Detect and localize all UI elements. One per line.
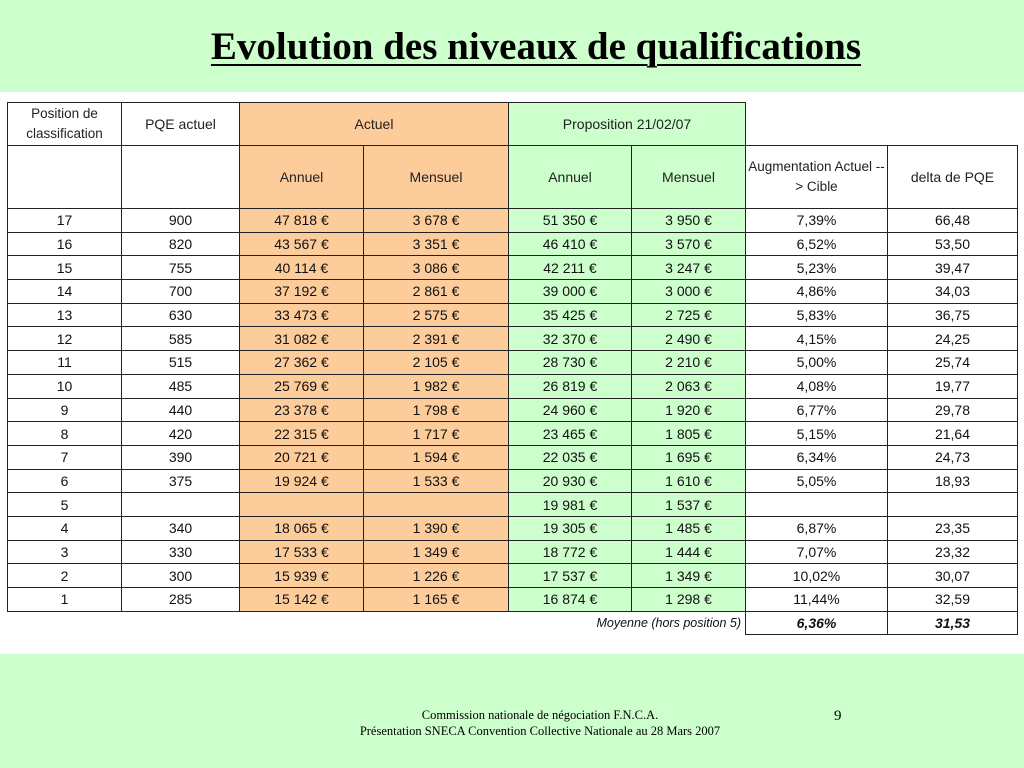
- cell-actuel-mensuel: 1 165 €: [364, 588, 509, 612]
- cell-position: 16: [8, 232, 122, 256]
- average-label: Moyenne (hors position 5): [596, 616, 741, 631]
- cell-delta: [888, 493, 1018, 517]
- cell-prop-annuel: 19 305 €: [509, 516, 632, 540]
- header-prop-annuel: Annuel: [509, 146, 632, 209]
- cell-augmentation: 4,08%: [746, 374, 888, 398]
- cell-prop-mensuel: 1 444 €: [632, 540, 746, 564]
- cell-position: 14: [8, 280, 122, 304]
- cell-prop-annuel: 39 000 €: [509, 280, 632, 304]
- table-area: [0, 92, 1024, 654]
- cell-actuel-annuel: 47 818 €: [240, 209, 364, 233]
- cell-prop-annuel: 51 350 €: [509, 209, 632, 233]
- cell-prop-mensuel: 2 210 €: [632, 351, 746, 375]
- cell-actuel-annuel: 17 533 €: [240, 540, 364, 564]
- cell-pqe: 630: [122, 303, 240, 327]
- cell-prop-mensuel: 2 725 €: [632, 303, 746, 327]
- cell-actuel-annuel: 19 924 €: [240, 469, 364, 493]
- cell-pqe: 390: [122, 445, 240, 469]
- cell-delta: 36,75: [888, 303, 1018, 327]
- cell-position: 17: [8, 209, 122, 233]
- cell-prop-annuel: 28 730 €: [509, 351, 632, 375]
- table-row: [8, 351, 1018, 375]
- cell-actuel-mensuel: 1 982 €: [364, 374, 509, 398]
- cell-actuel-annuel: 37 192 €: [240, 280, 364, 304]
- cell-actuel-annuel: 22 315 €: [240, 422, 364, 446]
- cell-pqe: 300: [122, 564, 240, 588]
- cell-prop-mensuel: 3 247 €: [632, 256, 746, 280]
- cell-actuel-annuel: 27 362 €: [240, 351, 364, 375]
- cell-prop-mensuel: 1 298 €: [632, 588, 746, 612]
- cell-prop-mensuel: 1 610 €: [632, 469, 746, 493]
- cell-prop-mensuel: 1 920 €: [632, 398, 746, 422]
- cell-augmentation: 5,83%: [746, 303, 888, 327]
- table-row: [8, 327, 1018, 351]
- cell-actuel-mensuel: 2 575 €: [364, 303, 509, 327]
- cell-augmentation: 6,77%: [746, 398, 888, 422]
- cell-augmentation: 11,44%: [746, 588, 888, 612]
- cell-prop-annuel: 23 465 €: [509, 422, 632, 446]
- cell-position: 8: [8, 422, 122, 446]
- cell-actuel-annuel: 25 769 €: [240, 374, 364, 398]
- cell-pqe: 340: [122, 516, 240, 540]
- table-row: [8, 209, 1018, 233]
- cell-position: 15: [8, 256, 122, 280]
- cell-actuel-annuel: 15 939 €: [240, 564, 364, 588]
- cell-delta: 53,50: [888, 232, 1018, 256]
- header-proposition: Proposition 21/02/07: [509, 103, 746, 146]
- cell-prop-annuel: 16 874 €: [509, 588, 632, 612]
- cell-actuel-mensuel: 1 226 €: [364, 564, 509, 588]
- cell-prop-mensuel: 3 950 €: [632, 209, 746, 233]
- table-row: [8, 398, 1018, 422]
- cell-prop-mensuel: 1 695 €: [632, 445, 746, 469]
- cell-actuel-mensuel: 2 391 €: [364, 327, 509, 351]
- cell-pqe: 900: [122, 209, 240, 233]
- cell-pqe: 700: [122, 280, 240, 304]
- cell-prop-annuel: 19 981 €: [509, 493, 632, 517]
- cell-pqe: 755: [122, 256, 240, 280]
- cell-pqe: 330: [122, 540, 240, 564]
- table-row: [8, 280, 1018, 304]
- cell-prop-mensuel: 3 000 €: [632, 280, 746, 304]
- cell-actuel-annuel: 23 378 €: [240, 398, 364, 422]
- cell-actuel-annuel: 33 473 €: [240, 303, 364, 327]
- cell-position: 6: [8, 469, 122, 493]
- cell-augmentation: 7,39%: [746, 209, 888, 233]
- cell-pqe: [122, 493, 240, 517]
- cell-augmentation: 5,00%: [746, 351, 888, 375]
- cell-position: 5: [8, 493, 122, 517]
- table-row: [8, 256, 1018, 280]
- header-actuel: Actuel: [240, 103, 509, 146]
- cell-prop-annuel: 22 035 €: [509, 445, 632, 469]
- cell-pqe: 515: [122, 351, 240, 375]
- cell-actuel-mensuel: 1 717 €: [364, 422, 509, 446]
- cell-augmentation: 5,15%: [746, 422, 888, 446]
- header-prop-mensuel: Mensuel: [632, 146, 746, 209]
- cell-actuel-mensuel: 1 349 €: [364, 540, 509, 564]
- cell-pqe: 485: [122, 374, 240, 398]
- cell-delta: 23,35: [888, 516, 1018, 540]
- table-row: [8, 374, 1018, 398]
- cell-augmentation: 6,34%: [746, 445, 888, 469]
- cell-augmentation: 5,05%: [746, 469, 888, 493]
- cell-delta: 34,03: [888, 280, 1018, 304]
- cell-pqe: 375: [122, 469, 240, 493]
- average-augmentation: 6,36%: [746, 611, 888, 635]
- cell-delta: 39,47: [888, 256, 1018, 280]
- cell-actuel-annuel: 20 721 €: [240, 445, 364, 469]
- cell-delta: 32,59: [888, 588, 1018, 612]
- cell-delta: 29,78: [888, 398, 1018, 422]
- qualifications-table: [7, 102, 1018, 635]
- cell-position: 9: [8, 398, 122, 422]
- header-blank-pqe: [122, 146, 240, 209]
- cell-actuel-mensuel: [364, 493, 509, 517]
- header-empty: [746, 103, 1018, 146]
- header-delta: delta de PQE: [888, 146, 1018, 209]
- cell-prop-annuel: 46 410 €: [509, 232, 632, 256]
- average-delta: 31,53: [888, 611, 1018, 635]
- cell-prop-mensuel: 1 805 €: [632, 422, 746, 446]
- cell-actuel-mensuel: 1 390 €: [364, 516, 509, 540]
- cell-actuel-annuel: 15 142 €: [240, 588, 364, 612]
- table-row: [8, 469, 1018, 493]
- cell-delta: 66,48: [888, 209, 1018, 233]
- cell-delta: 19,77: [888, 374, 1018, 398]
- header-pqe: PQE actuel: [122, 103, 240, 146]
- cell-position: 1: [8, 588, 122, 612]
- cell-actuel-mensuel: 3 678 €: [364, 209, 509, 233]
- cell-augmentation: 4,15%: [746, 327, 888, 351]
- table-row: [8, 564, 1018, 588]
- slide-title: Evolution des niveaux de qualifications: [210, 25, 862, 68]
- cell-augmentation: 6,87%: [746, 516, 888, 540]
- cell-position: 2: [8, 564, 122, 588]
- cell-actuel-annuel: 31 082 €: [240, 327, 364, 351]
- cell-delta: 30,07: [888, 564, 1018, 588]
- cell-pqe: 420: [122, 422, 240, 446]
- footer-line-1: Commission nationale de négociation F.N.C.A.: [421, 708, 659, 722]
- cell-actuel-annuel: 43 567 €: [240, 232, 364, 256]
- cell-delta: 23,32: [888, 540, 1018, 564]
- cell-delta: 24,73: [888, 445, 1018, 469]
- cell-prop-mensuel: 1 349 €: [632, 564, 746, 588]
- table-row: [8, 422, 1018, 446]
- cell-prop-annuel: 26 819 €: [509, 374, 632, 398]
- cell-position: 12: [8, 327, 122, 351]
- cell-position: 10: [8, 374, 122, 398]
- cell-position: 11: [8, 351, 122, 375]
- footer: [240, 707, 840, 739]
- cell-delta: 24,25: [888, 327, 1018, 351]
- header-blank-position: [8, 146, 122, 209]
- cell-position: 7: [8, 445, 122, 469]
- cell-prop-mensuel: 1 485 €: [632, 516, 746, 540]
- cell-augmentation: 5,23%: [746, 256, 888, 280]
- cell-prop-mensuel: 2 063 €: [632, 374, 746, 398]
- cell-actuel-mensuel: 2 861 €: [364, 280, 509, 304]
- cell-augmentation: 7,07%: [746, 540, 888, 564]
- cell-actuel-annuel: 18 065 €: [240, 516, 364, 540]
- cell-prop-mensuel: 3 570 €: [632, 232, 746, 256]
- table-row: [8, 540, 1018, 564]
- cell-prop-annuel: 32 370 €: [509, 327, 632, 351]
- cell-delta: 25,74: [888, 351, 1018, 375]
- cell-prop-annuel: 42 211 €: [509, 256, 632, 280]
- table-row: [8, 516, 1018, 540]
- header-actuel-mensuel: Mensuel: [364, 146, 509, 209]
- cell-actuel-mensuel: 1 594 €: [364, 445, 509, 469]
- header-row-2: [8, 146, 1018, 209]
- cell-position: 4: [8, 516, 122, 540]
- page-number: 9: [834, 708, 842, 724]
- cell-prop-annuel: 35 425 €: [509, 303, 632, 327]
- cell-pqe: 820: [122, 232, 240, 256]
- header-row-1: [8, 103, 1018, 146]
- cell-pqe: 285: [122, 588, 240, 612]
- cell-actuel-mensuel: 1 533 €: [364, 469, 509, 493]
- cell-actuel-mensuel: 1 798 €: [364, 398, 509, 422]
- cell-delta: 18,93: [888, 469, 1018, 493]
- cell-delta: 21,64: [888, 422, 1018, 446]
- cell-augmentation: 10,02%: [746, 564, 888, 588]
- header-position: Position de classification: [8, 103, 122, 146]
- cell-augmentation: [746, 493, 888, 517]
- header-augmentation: Augmentation Actuel --> Cible: [746, 146, 888, 209]
- cell-prop-annuel: 24 960 €: [509, 398, 632, 422]
- cell-pqe: 585: [122, 327, 240, 351]
- cell-augmentation: 6,52%: [746, 232, 888, 256]
- table-row: [8, 493, 1018, 517]
- cell-actuel-annuel: 40 114 €: [240, 256, 364, 280]
- cell-position: 3: [8, 540, 122, 564]
- table-row: [8, 445, 1018, 469]
- cell-position: 13: [8, 303, 122, 327]
- cell-actuel-mensuel: 2 105 €: [364, 351, 509, 375]
- cell-actuel-mensuel: 3 351 €: [364, 232, 509, 256]
- cell-actuel-mensuel: 3 086 €: [364, 256, 509, 280]
- table-row: [8, 232, 1018, 256]
- table-row: [8, 588, 1018, 612]
- cell-augmentation: 4,86%: [746, 280, 888, 304]
- cell-prop-mensuel: 1 537 €: [632, 493, 746, 517]
- average-row: [8, 611, 1018, 635]
- cell-prop-mensuel: 2 490 €: [632, 327, 746, 351]
- cell-prop-annuel: 18 772 €: [509, 540, 632, 564]
- cell-prop-annuel: 20 930 €: [509, 469, 632, 493]
- table-row: [8, 303, 1018, 327]
- header-actuel-annuel: Annuel: [240, 146, 364, 209]
- cell-pqe: 440: [122, 398, 240, 422]
- cell-prop-annuel: 17 537 €: [509, 564, 632, 588]
- footer-line-2: Présentation SNECA Convention Collective Nationale au 28 Mars 2007: [359, 724, 721, 738]
- cell-actuel-annuel: [240, 493, 364, 517]
